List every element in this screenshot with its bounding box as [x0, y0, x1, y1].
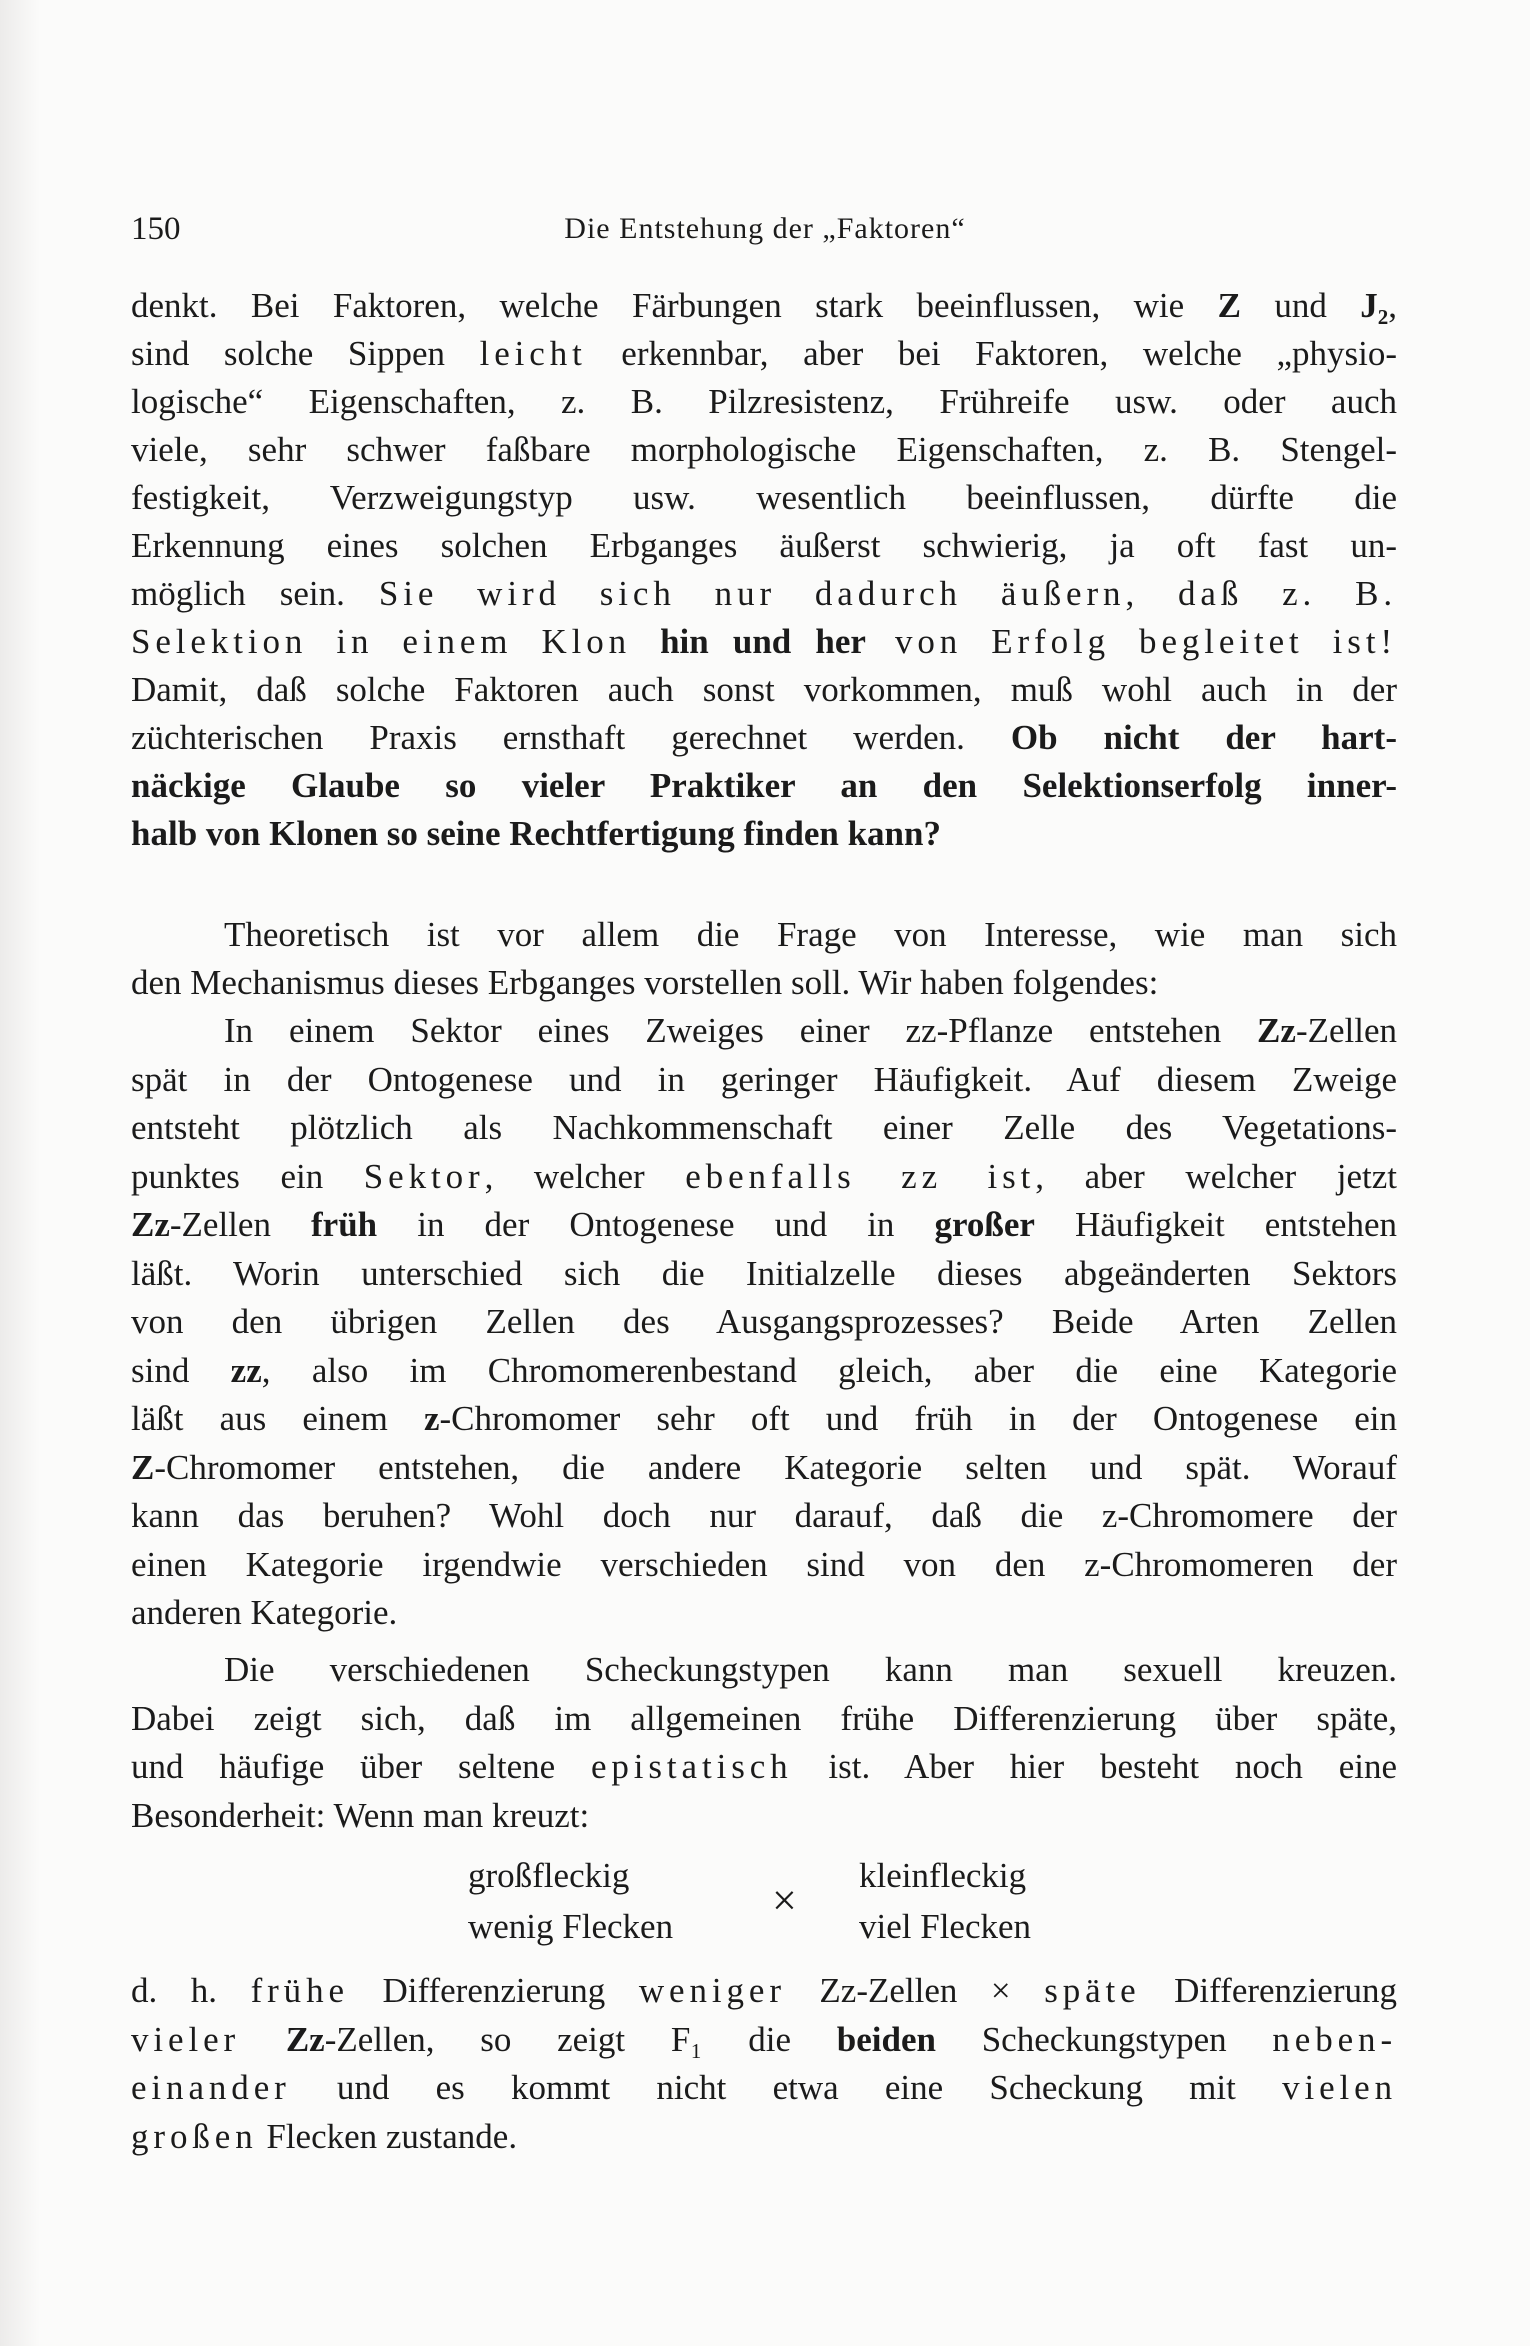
- formula-right-line-1: kleinfleckig: [859, 1856, 1027, 1895]
- spaced-text: leicht: [479, 334, 587, 373]
- text-run: Differenzierung: [1140, 1971, 1397, 2010]
- bold-text: Z: [131, 1447, 155, 1487]
- text-line: [131, 714, 1397, 762]
- text-run: punktes ein: [131, 1156, 364, 1196]
- text-line: [131, 959, 1397, 1007]
- spaced-text: weniger: [638, 1971, 786, 2010]
- text-run: und: [1240, 286, 1361, 325]
- text-line: [131, 522, 1397, 570]
- text-run: spät in der Ontogenese und in geringer Häufigkeit. Auf diesem Zweige: [131, 1059, 1397, 1099]
- bold-text: großer: [934, 1205, 1035, 1244]
- text-run: einen Kategorie irgendwie verschieden sind von den z-Chromomeren der: [131, 1544, 1397, 1584]
- text-run: Damit, daß solche Faktoren auch sonst vorkommen, muß wohl auch in der: [131, 670, 1397, 709]
- text-line: [131, 1695, 1397, 1743]
- text-line: [131, 618, 1397, 666]
- text-line: [131, 1007, 1397, 1055]
- text-line: [131, 1395, 1397, 1443]
- text-line: [131, 1967, 1397, 2015]
- spaced-text: Sie wird sich nur dadurch äußern, daß z. B.: [378, 574, 1397, 613]
- text-run: Flecken zustande.: [257, 2116, 518, 2156]
- spaced-text: großen: [131, 2116, 258, 2156]
- text-line: [131, 1743, 1397, 1791]
- bold-text: Zz: [1257, 1011, 1296, 1050]
- text-line: [131, 474, 1397, 522]
- text-run: Die verschiedenen Scheckungstypen kann man sexuell kreuzen.: [224, 1650, 1397, 1689]
- text-run: anderen Kategorie.: [131, 1593, 398, 1632]
- text-line: [131, 1056, 1397, 1104]
- scan-edge-shadow: [0, 0, 40, 2346]
- text-line: [131, 2064, 1397, 2112]
- text-run: kann das beruhen? Wohl doch nur darauf, daß die z-Chromomere der: [131, 1496, 1397, 1535]
- bold-text: z: [423, 1399, 440, 1438]
- text-run: denkt. Bei Faktoren, welche Färbungen stark beeinflussen, wie: [131, 286, 1218, 325]
- bold-text: halb von Klonen so seine Rechtfertigung finden kann?: [131, 814, 941, 853]
- spaced-text: ebenfalls zz ist: [685, 1156, 1036, 1196]
- text-run: -Zellen, so zeigt F₁ die: [324, 2019, 837, 2059]
- running-title: Die Entstehung der „Faktoren“: [564, 212, 966, 245]
- text-run: entsteht plötzlich als Nachkommenschaft einer Zelle des Vegetations-: [131, 1108, 1397, 1147]
- text-run: , also im Chromomerenbestand gleich, aber die eine Kategorie: [261, 1350, 1397, 1390]
- text-run: Theoretisch ist vor allem die Frage von Interesse, wie man sich: [224, 915, 1397, 954]
- text-line: [131, 2016, 1397, 2064]
- text-run: ,: [1388, 286, 1397, 325]
- text-line: [131, 1541, 1397, 1589]
- text-line: [131, 1444, 1397, 1492]
- text-run: und häufige über seltene: [131, 1747, 591, 1786]
- text-line: [131, 1250, 1397, 1298]
- text-run: -Zellen: [169, 1205, 312, 1244]
- bold-text: Ob nicht der hart-: [1010, 718, 1397, 757]
- text-run: sind solche Sippen: [131, 334, 480, 373]
- bold-text: hin und her: [660, 622, 866, 661]
- text-line: [131, 378, 1397, 426]
- cross-symbol: ×: [772, 1876, 797, 1925]
- text-run: läßt aus einem: [131, 1399, 424, 1438]
- text-run: -Chromomer sehr oft und früh in der Ontogenese ein: [439, 1399, 1397, 1438]
- text-line: [131, 1153, 1397, 1201]
- text-line: [131, 1201, 1397, 1249]
- text-run: züchterischen Praxis ernsthaft gerechnet werden.: [131, 718, 1011, 757]
- text-run: läßt. Worin unterschied sich die Initialzelle dieses abgeänderten Sektors: [131, 1253, 1397, 1293]
- spaced-text: einander: [131, 2068, 291, 2107]
- text-line: [131, 282, 1397, 330]
- text-run: sind: [131, 1350, 231, 1390]
- spaced-text: Selektion in einem Klon: [131, 622, 661, 661]
- text-line: [131, 1347, 1397, 1395]
- text-run: -Chromomer entstehen, die andere Kategorie selten und spät. Worauf: [154, 1447, 1397, 1487]
- text-run: von den übrigen Zellen des Ausgangsprozesses? Beide Arten Zellen: [131, 1302, 1397, 1341]
- bold-text: zz: [230, 1350, 262, 1390]
- text-run: , aber welcher jetzt: [1035, 1156, 1397, 1196]
- text-line: [131, 1298, 1397, 1346]
- formula-left-line-1: großfleckig: [468, 1856, 630, 1895]
- text-run: erkennbar, aber bei Faktoren, welche „physio-: [586, 334, 1397, 373]
- bold-text: J₂: [1360, 286, 1389, 325]
- page-number: 150: [131, 211, 181, 247]
- text-line: [131, 1104, 1397, 1152]
- text-run: den Mechanismus dieses Erbganges vorstellen soll. Wir haben folgendes:: [131, 963, 1159, 1002]
- text-run: festigkeit, Verzweigungstyp usw. wesentlich beeinflussen, dürfte die: [131, 478, 1397, 517]
- text-run: d. h.: [131, 1971, 251, 2010]
- text-line: [131, 1646, 1397, 1694]
- text-run: Erkennung eines solchen Erbganges äußerst schwierig, ja oft fast un-: [131, 526, 1397, 565]
- formula-left-line-2: wenig Flecken: [468, 1907, 674, 1946]
- text-run: Scheckungstypen: [935, 2019, 1273, 2059]
- bold-text: beiden: [836, 2019, 936, 2059]
- text-run: In einem Sektor eines Zweiges einer zz-Pflanze entstehen: [224, 1011, 1258, 1050]
- text-line: [131, 666, 1397, 714]
- text-run: -Zellen: [1295, 1011, 1397, 1050]
- text-run: viele, sehr schwer faßbare morphologische Eigenschaften, z. B. Stengel-: [131, 430, 1397, 469]
- spaced-text: vieler: [131, 2019, 241, 2059]
- text-line: [131, 426, 1397, 474]
- text-line: [131, 2113, 1397, 2161]
- text-line: [131, 810, 1397, 858]
- text-line: [131, 330, 1397, 378]
- text-line: [131, 1492, 1397, 1540]
- spaced-text: frühe: [250, 1971, 349, 2010]
- text-run: , welcher: [484, 1156, 686, 1196]
- text-run: in der Ontogenese und in: [377, 1205, 935, 1244]
- text-run: logische“ Eigenschaften, z. B. Pilzresistenz, Frühreife usw. oder auch: [131, 382, 1397, 421]
- spaced-text: epistatisch: [590, 1747, 793, 1786]
- spaced-text: neben-: [1272, 2019, 1397, 2059]
- spaced-text: vielen: [1282, 2068, 1397, 2107]
- formula-right-line-2: viel Flecken: [859, 1907, 1032, 1946]
- spaced-text: Sektor: [363, 1156, 485, 1196]
- text-run: [240, 2020, 286, 2059]
- text-run: Zz-Zellen ×: [785, 1971, 1045, 2010]
- bold-text: früh: [311, 1205, 378, 1244]
- bold-text: Z: [1217, 286, 1241, 325]
- spaced-text: von Erfolg begleitet ist!: [865, 622, 1397, 661]
- text-run: möglich sein.: [131, 574, 379, 613]
- text-line: [131, 570, 1397, 618]
- text-line: [131, 1792, 1397, 1840]
- spaced-text: späte: [1044, 1971, 1141, 2010]
- text-run: und es kommt nicht etwa eine Scheckung mit: [290, 2068, 1283, 2107]
- text-run: Differenzierung: [348, 1971, 639, 2010]
- text-line: [131, 911, 1397, 959]
- text-line: [131, 762, 1397, 810]
- bold-text: näckige Glaube so vieler Praktiker an den Selektionserfolg inner-: [131, 766, 1397, 805]
- text-run: Besonderheit: Wenn man kreuzt:: [131, 1795, 590, 1835]
- bold-text: Zz: [131, 1205, 170, 1244]
- text-run: ist. Aber hier besteht noch eine: [792, 1747, 1397, 1786]
- text-run: Dabei zeigt sich, daß im allgemeinen frühe Differenzierung über späte,: [131, 1698, 1397, 1738]
- bold-text: Zz: [285, 2019, 325, 2059]
- text-line: [131, 1589, 1397, 1637]
- text-run: Häufigkeit entstehen: [1034, 1205, 1397, 1244]
